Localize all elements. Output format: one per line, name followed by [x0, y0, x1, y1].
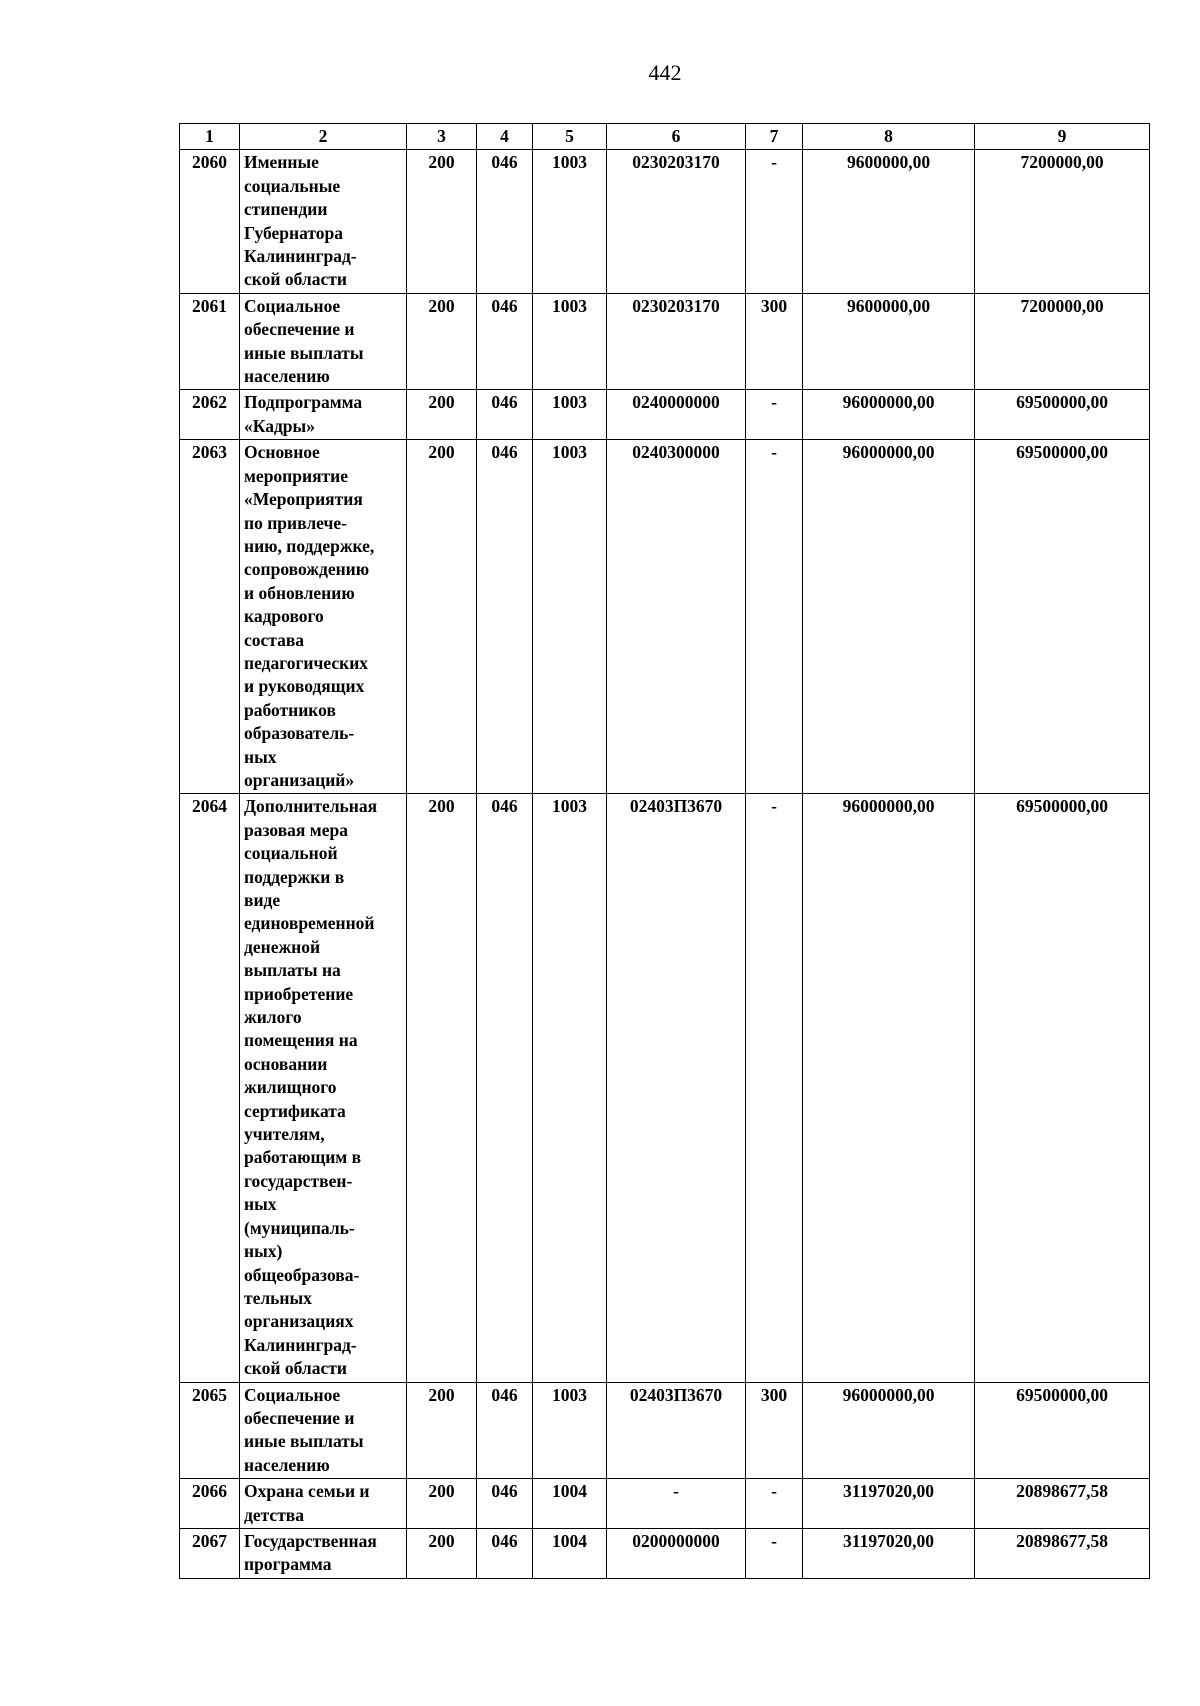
code-5: 1003 [533, 150, 607, 293]
amount-9: 20898677,58 [975, 1528, 1150, 1578]
code-6: 0230203170 [607, 293, 746, 390]
column-header-7: 7 [746, 124, 803, 150]
item-name [240, 150, 407, 293]
code-4: 046 [477, 293, 533, 390]
item-name-line: государствен- [244, 1170, 353, 1191]
item-name-line: стипендии [244, 199, 328, 220]
item-name [240, 440, 407, 794]
item-name-line: жилищного [244, 1077, 337, 1098]
column-header-5: 5 [533, 124, 607, 150]
code-5: 1003 [533, 390, 607, 440]
header-row [180, 124, 1150, 150]
item-name-line: ных [244, 746, 277, 767]
amount-9: 7200000,00 [975, 150, 1150, 293]
table-row [180, 390, 1150, 440]
code-3: 200 [407, 390, 477, 440]
item-name-line: «Мероприятия [244, 489, 363, 510]
column-header-3: 3 [407, 124, 477, 150]
row-number: 2067 [180, 1528, 240, 1578]
table-row [180, 440, 1150, 794]
code-6: 02403П3670 [607, 1382, 746, 1479]
item-name-line: Дополнительная [244, 796, 378, 817]
item-name-line: сопровождению [244, 559, 370, 580]
amount-9: 69500000,00 [975, 794, 1150, 1382]
item-name-line: программа [244, 1554, 332, 1575]
item-name-line: организациях [244, 1311, 354, 1332]
code-3: 200 [407, 794, 477, 1382]
item-name-line: помещения на [244, 1030, 358, 1051]
row-number: 2065 [180, 1382, 240, 1479]
code-5: 1004 [533, 1479, 607, 1529]
amount-8: 9600000,00 [803, 150, 975, 293]
amount-8: 31197020,00 [803, 1528, 975, 1578]
amount-8: 96000000,00 [803, 794, 975, 1382]
item-name-line: (муниципаль- [244, 1217, 355, 1238]
table-row [180, 1479, 1150, 1529]
amount-9: 69500000,00 [975, 440, 1150, 794]
item-name-line: иные выплаты [244, 342, 364, 363]
item-name [240, 1528, 407, 1578]
row-number: 2061 [180, 293, 240, 390]
amount-8: 96000000,00 [803, 390, 975, 440]
item-name-line: кадрового [244, 606, 324, 627]
item-name-line: выплаты на [244, 960, 341, 981]
code-3: 200 [407, 1382, 477, 1479]
page-number: 442 [648, 60, 682, 85]
code-3: 200 [407, 150, 477, 293]
table-body [180, 150, 1150, 1578]
row-number: 2063 [180, 440, 240, 794]
code-6: 0240000000 [607, 390, 746, 440]
item-name [240, 1479, 407, 1529]
column-header-1: 1 [180, 124, 240, 150]
code-4: 046 [477, 440, 533, 794]
item-name-line: и руководящих [244, 676, 365, 697]
item-name-line: педагогических [244, 652, 369, 673]
row-number: 2062 [180, 390, 240, 440]
item-name-line: денежной [244, 936, 321, 957]
item-name-line: «Кадры» [244, 415, 315, 436]
item-name-line: единовременной [244, 913, 375, 934]
item-name-line: мероприятие [244, 465, 348, 486]
code-4: 046 [477, 794, 533, 1382]
item-name-line: ных [244, 1194, 277, 1215]
column-header-4: 4 [477, 124, 533, 150]
code-7: 300 [746, 293, 803, 390]
amount-9: 69500000,00 [975, 1382, 1150, 1479]
item-name-line: Социальное [244, 295, 341, 316]
code-7: 300 [746, 1382, 803, 1479]
code-4: 046 [477, 1479, 533, 1529]
code-5: 1004 [533, 1528, 607, 1578]
item-name-line: обеспечение и [244, 1407, 355, 1428]
code-5: 1003 [533, 1382, 607, 1479]
item-name-line: Подпрограмма [244, 392, 363, 413]
item-name-line: социальной [244, 843, 338, 864]
code-5: 1003 [533, 794, 607, 1382]
item-name-line: и обновлению [244, 582, 355, 603]
item-name-line: по привлече- [244, 512, 347, 533]
item-name [240, 794, 407, 1382]
item-name-line: нию, поддержке, [244, 535, 375, 556]
item-name-line: Охрана семьи и [244, 1481, 370, 1502]
amount-8: 96000000,00 [803, 1382, 975, 1479]
table-row [180, 150, 1150, 293]
row-number: 2064 [180, 794, 240, 1382]
item-name-line: ской области [244, 1358, 347, 1379]
code-5: 1003 [533, 440, 607, 794]
code-4: 046 [477, 390, 533, 440]
item-name-line: общеобразова- [244, 1264, 360, 1285]
item-name-line: Калининград- [244, 246, 357, 267]
item-name-line: ской области [244, 269, 347, 290]
item-name-line: социальные [244, 175, 341, 196]
column-header-2: 2 [240, 124, 407, 150]
item-name-line: ных) [244, 1241, 283, 1262]
column-header-9: 9 [975, 124, 1150, 150]
item-name-line: Именные [244, 152, 319, 173]
code-5: 1003 [533, 293, 607, 390]
code-7: - [746, 1528, 803, 1578]
item-name-line: сертификата [244, 1100, 346, 1121]
amount-8: 31197020,00 [803, 1479, 975, 1529]
code-7: - [746, 1479, 803, 1529]
amount-8: 9600000,00 [803, 293, 975, 390]
table-row [180, 794, 1150, 1382]
code-3: 200 [407, 440, 477, 794]
code-3: 200 [407, 293, 477, 390]
code-4: 046 [477, 150, 533, 293]
item-name-line: иные выплаты [244, 1431, 364, 1452]
item-name-line: Государственная [244, 1530, 377, 1551]
item-name-line: Социальное [244, 1384, 341, 1405]
code-6: 0240300000 [607, 440, 746, 794]
code-6: - [607, 1479, 746, 1529]
code-6: 0230203170 [607, 150, 746, 293]
code-7: - [746, 794, 803, 1382]
item-name-line: организаций» [244, 769, 355, 790]
item-name-line: обеспечение и [244, 319, 355, 340]
item-name-line: Калининград- [244, 1334, 357, 1355]
item-name [240, 293, 407, 390]
item-name-line: поддержки в [244, 866, 345, 887]
column-header-6: 6 [607, 124, 746, 150]
table-row [180, 293, 1150, 390]
amount-9: 69500000,00 [975, 390, 1150, 440]
item-name-line: состава [244, 629, 305, 650]
code-3: 200 [407, 1479, 477, 1529]
code-6: 0200000000 [607, 1528, 746, 1578]
code-3: 200 [407, 1528, 477, 1578]
item-name-line: работников [244, 699, 336, 720]
item-name-line: тельных [244, 1287, 312, 1308]
amount-8: 96000000,00 [803, 440, 975, 794]
code-7: - [746, 440, 803, 794]
amount-9: 7200000,00 [975, 293, 1150, 390]
item-name-line: населению [244, 366, 330, 387]
item-name-line: Губернатора [244, 222, 343, 243]
item-name-line: населению [244, 1454, 330, 1475]
item-name-line: детства [244, 1504, 304, 1525]
code-4: 046 [477, 1382, 533, 1479]
table-row [180, 1528, 1150, 1578]
item-name-line: жилого [244, 1007, 302, 1028]
budget-table [179, 123, 1150, 1579]
item-name-line: учителям, [244, 1124, 325, 1145]
item-name [240, 390, 407, 440]
item-name-line: основании [244, 1053, 328, 1074]
code-6: 02403П3670 [607, 794, 746, 1382]
row-number: 2060 [180, 150, 240, 293]
item-name-line: Основное [244, 442, 320, 463]
item-name-line: разовая мера [244, 819, 348, 840]
item-name [240, 1382, 407, 1479]
code-7: - [746, 150, 803, 293]
code-7: - [746, 390, 803, 440]
code-4: 046 [477, 1528, 533, 1578]
item-name-line: образователь- [244, 723, 355, 744]
column-header-8: 8 [803, 124, 975, 150]
item-name-line: приобретение [244, 983, 354, 1004]
amount-9: 20898677,58 [975, 1479, 1150, 1529]
item-name-line: виде [244, 890, 281, 910]
table-row [180, 1382, 1150, 1479]
item-name-line: работающим в [244, 1147, 362, 1168]
row-number: 2066 [180, 1479, 240, 1529]
